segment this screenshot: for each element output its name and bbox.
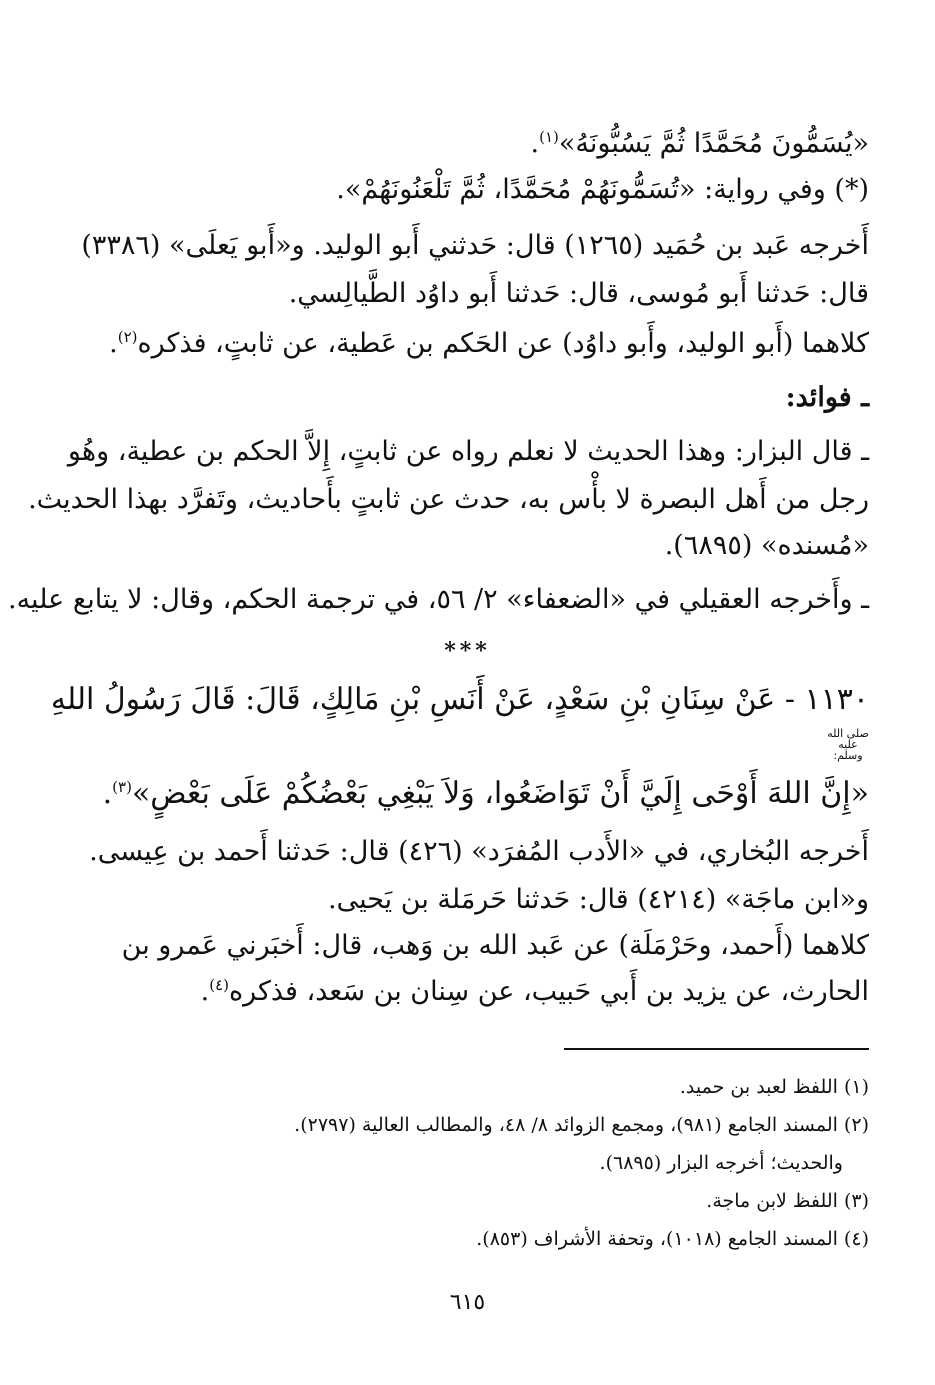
footnote-ref: (١) [539,128,559,146]
hadith-text-line [103,774,869,814]
takhrij-line [109,324,869,364]
punctuation: . [102,776,113,811]
footnote-ref: (٣) [112,778,132,796]
takhrij-line: و«ابن ماجَة» (٤٢١٤) قال: حَدثنا حَرمَلة بن يَحيى. [328,884,869,915]
takhrij-line: كلاهما (أَحمد، وحَرْمَلَة) عن عَبد الله بن وَهب، قال: أَخبَرني عَمرو بن [121,930,869,961]
hadith-text: «إِنَّ اللهَ أَوْحَى إِلَيَّ أَنْ تَوَاضَعُوا، وَلاَ يَبْغِي بَعْضُكُمْ عَلَى بَعْضٍ» [131,776,869,811]
footnote-ref: (٢) [117,328,138,346]
takhrij-text: الحارث، عن يزيد بن أَبي حَبيب، عن سِنان بن سَعد، فذكره [228,976,869,1007]
punctuation: . [200,976,210,1007]
punctuation: . [530,128,540,159]
salla-ligature-icon: صلى الله عليه وسلم: [827,727,869,762]
benefits-line: رجل من أَهل البصرة لا بأْس به، حدث عن ثابتٍ بأَحاديث، وتَفرَّد بهذا الحديث. [28,484,869,515]
takhrij-line: قال: حَدثنا أَبو مُوسى، قال: حَدثنا أَبو داوُد الطَّيالِسي. [288,278,869,309]
benefits-line: «مُسنده» (٦٨٩٥). [664,530,869,561]
footnote-4: (٤) المسند الجامع (١٠١٨)، وتحفة الأشراف (٨٥٣). [476,1228,869,1250]
variant-narration-line: (*) وفي رواية: «تُسَمُّونَهُمْ مُحَمَّدًا، ثُمَّ تَلْعَنُونَهُمْ». [336,174,869,205]
footnote-1: (١) اللفظ لعبد بن حميد. [679,1076,869,1098]
benefits-line: ـ وأَخرجه العقيلي في «الضعفاء» ٢/ ٥٦، في ترجمة الحكم، وقال: لا يتابع عليه. [7,584,869,615]
hadith-heading-line: ١١٣٠ - عَنْ سِنَانِ بْنِ سَعْدٍ، عَنْ أَنَسِ بْنِ مَالِكٍ، قَالَ: قَالَ رَسُولُ اللهِ [50,682,869,717]
hadith-text-line [531,124,870,164]
takhrij-line [201,972,869,1012]
footnote-2: (٢) المسند الجامع (٩٨١)، ومجمع الزوائد ٨/ ٤٨، والمطالب العالية (٢٧٩٧). [294,1114,869,1136]
benefits-line: ـ قال البزار: وهذا الحديث لا نعلم رواه عن ثابتٍ، إِلاَّ الحكم بن عطية، وهُو [67,436,869,467]
takhrij-line: أَخرجه البُخاري، في «الأَدب المُفرَد» (٤٢٦) قال: حَدثنا أَحمد بن عِيسى. [89,836,869,867]
page-number: ٦١٥ [449,1290,486,1315]
section-separator: *** [444,638,491,664]
footnote-2-continuation: والحديث؛ أخرجه البزار (٦٨٩٥). [599,1152,843,1174]
footnote-3: (٣) اللفظ لابن ماجة. [706,1190,869,1212]
hadith-text: «يُسَمُّونَ مُحَمَّدًا ثُمَّ يَسُبُّونَهُ» [558,128,869,159]
benefits-heading: ـ فوائد: [785,382,869,413]
punctuation: . [109,328,118,359]
takhrij-text: كلاهما (أَبو الوليد، وأَبو داوُد) عن الحَكم بن عَطية، عن ثابتٍ، فذكره [137,328,869,359]
takhrij-line: أَخرجه عَبد بن حُمَيد (١٢٦٥) قال: حَدثني أَبو الوليد. و«أَبو يَعلَى» (٣٣٨٦) [81,230,869,261]
footnote-ref: (٤) [209,976,229,994]
footnote-divider [564,1048,869,1050]
